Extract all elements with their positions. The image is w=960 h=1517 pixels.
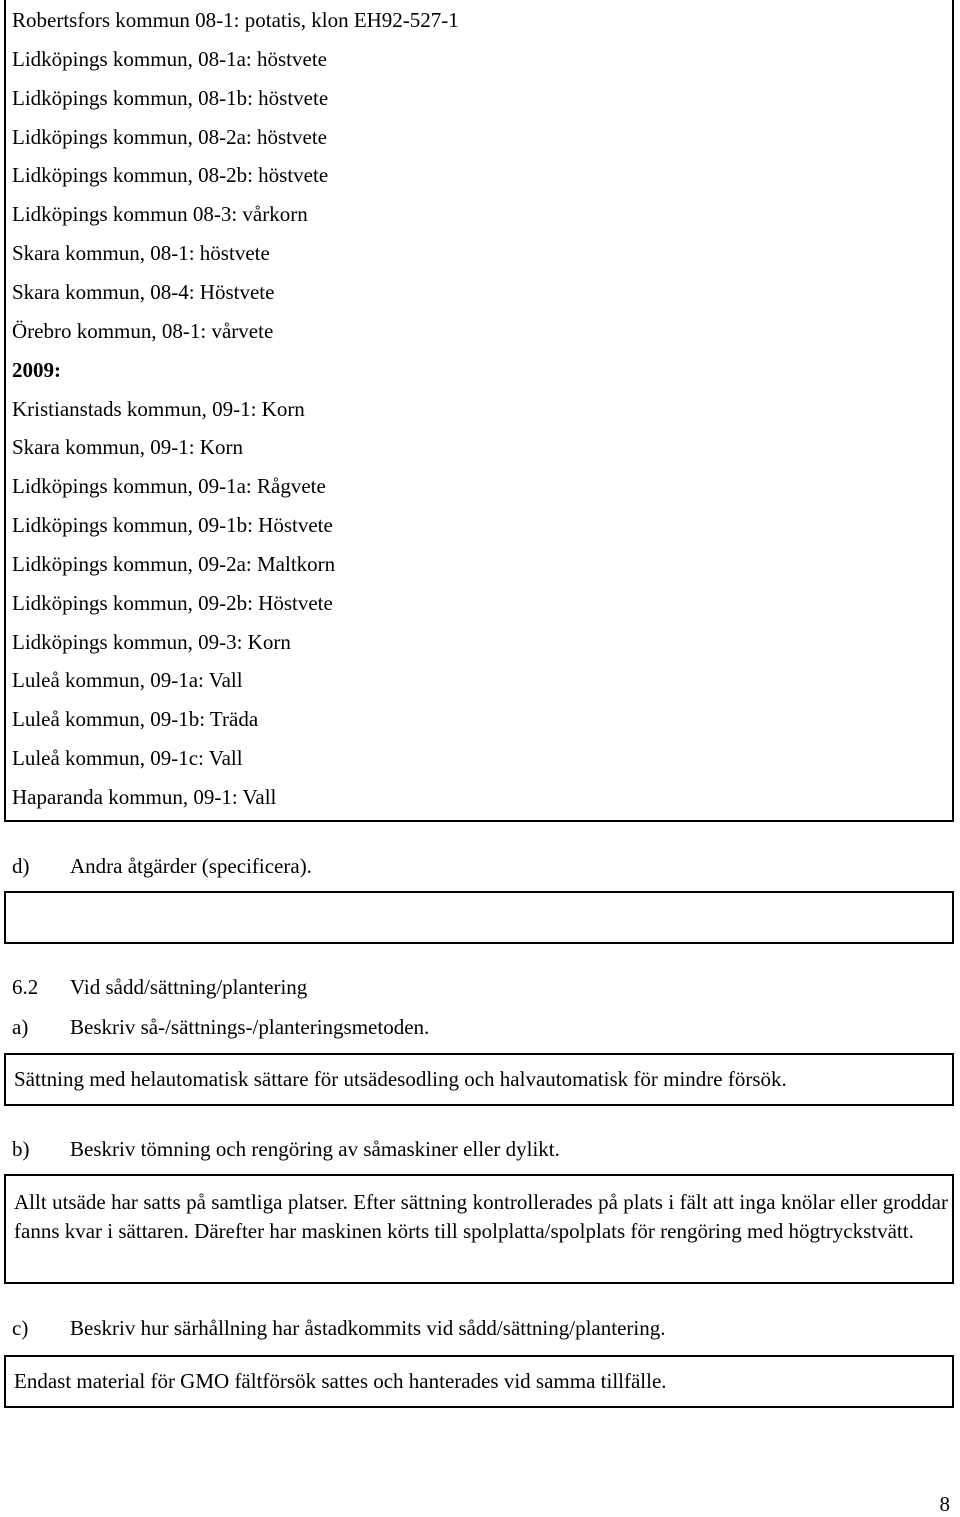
site-list-item: Lidköpings kommun, 08-2b: höstvete	[12, 163, 329, 187]
site-list-item: Lidköpings kommun, 09-3: Korn	[12, 630, 291, 654]
site-list-item: Lidköpings kommun, 09-1a: Rågvete	[12, 474, 326, 498]
answer-a-text: Sättning med helautomatisk sättare för utsädesodling och halvautomatisk för mindre försök.	[14, 1067, 787, 1091]
site-list-item: Lidköpings kommun, 09-2b: Höstvete	[12, 591, 333, 615]
site-list-item: Robertsfors kommun 08-1: potatis, klon EH92-527-1	[12, 8, 459, 32]
site-list-item: Luleå kommun, 09-1c: Vall	[12, 746, 243, 770]
question-a-text: Beskriv så-/sättnings-/planteringsmetoden.	[70, 1015, 430, 1039]
site-list-item: Skara kommun, 08-1: höstvete	[12, 241, 270, 265]
question-b-label: b)	[12, 1137, 30, 1161]
site-list-item: Lidköpings kommun, 08-1a: höstvete	[12, 47, 327, 71]
question-c-text: Beskriv hur särhållning har åstadkommits vid sådd/sättning/plantering.	[70, 1316, 666, 1340]
question-a	[12, 1014, 429, 1040]
site-list-item: Lidköpings kommun 08-3: vårkorn	[12, 202, 308, 226]
answer-a-box[interactable]	[4, 1053, 954, 1106]
question-c	[12, 1315, 666, 1341]
site-list-item: Lidköpings kommun, 09-2a: Maltkorn	[12, 552, 336, 576]
site-list-item: Skara kommun, 09-1: Korn	[12, 435, 243, 459]
question-c-label: c)	[12, 1316, 29, 1340]
answer-c-text: Endast material för GMO fältförsök sattes och hanterades vid samma tillfälle.	[14, 1369, 667, 1393]
question-d-label: d)	[12, 854, 30, 878]
site-list-item: Luleå kommun, 09-1a: Vall	[12, 668, 243, 692]
answer-b-box[interactable]	[4, 1174, 954, 1284]
answer-b-text: Allt utsäde har satts på samtliga platser. Efter sättning kontrollerades på plats i fält att inga knölar eller groddar fanns kvar i sättaren. Därefter har maskinen körts till spolplatta/spolplats för rengöring med högtryckstvätt.	[14, 1190, 948, 1243]
site-list-item: Kristianstads kommun, 09-1: Korn	[12, 397, 305, 421]
answer-c-box[interactable]	[4, 1355, 954, 1408]
site-list-item: Luleå kommun, 09-1b: Träda	[12, 707, 259, 731]
question-a-label: a)	[12, 1015, 29, 1039]
question-b	[12, 1136, 560, 1162]
site-list-item: Skara kommun, 08-4: Höstvete	[12, 280, 275, 304]
site-list-item: Haparanda kommun, 09-1: Vall	[12, 785, 277, 809]
site-list-item: Lidköpings kommun, 09-1b: Höstvete	[12, 513, 333, 537]
site-list-item: Lidköpings kommun, 08-1b: höstvete	[12, 86, 329, 110]
section-title: Vid sådd/sättning/plantering	[70, 975, 308, 999]
question-d-text: Andra åtgärder (specificera).	[70, 854, 312, 878]
section-number: 6.2	[12, 975, 39, 999]
answer-d-box[interactable]	[4, 891, 954, 944]
year-heading: 2009:	[12, 358, 61, 382]
site-list-item: Örebro kommun, 08-1: vårvete	[12, 319, 274, 343]
site-list-item: Lidköpings kommun, 08-2a: höstvete	[12, 125, 327, 149]
page-number: 8	[939, 1492, 950, 1516]
question-b-text: Beskriv tömning och rengöring av såmaskiner eller dylikt.	[70, 1137, 560, 1161]
question-d	[12, 853, 312, 879]
section-6-2-heading	[12, 974, 307, 1000]
